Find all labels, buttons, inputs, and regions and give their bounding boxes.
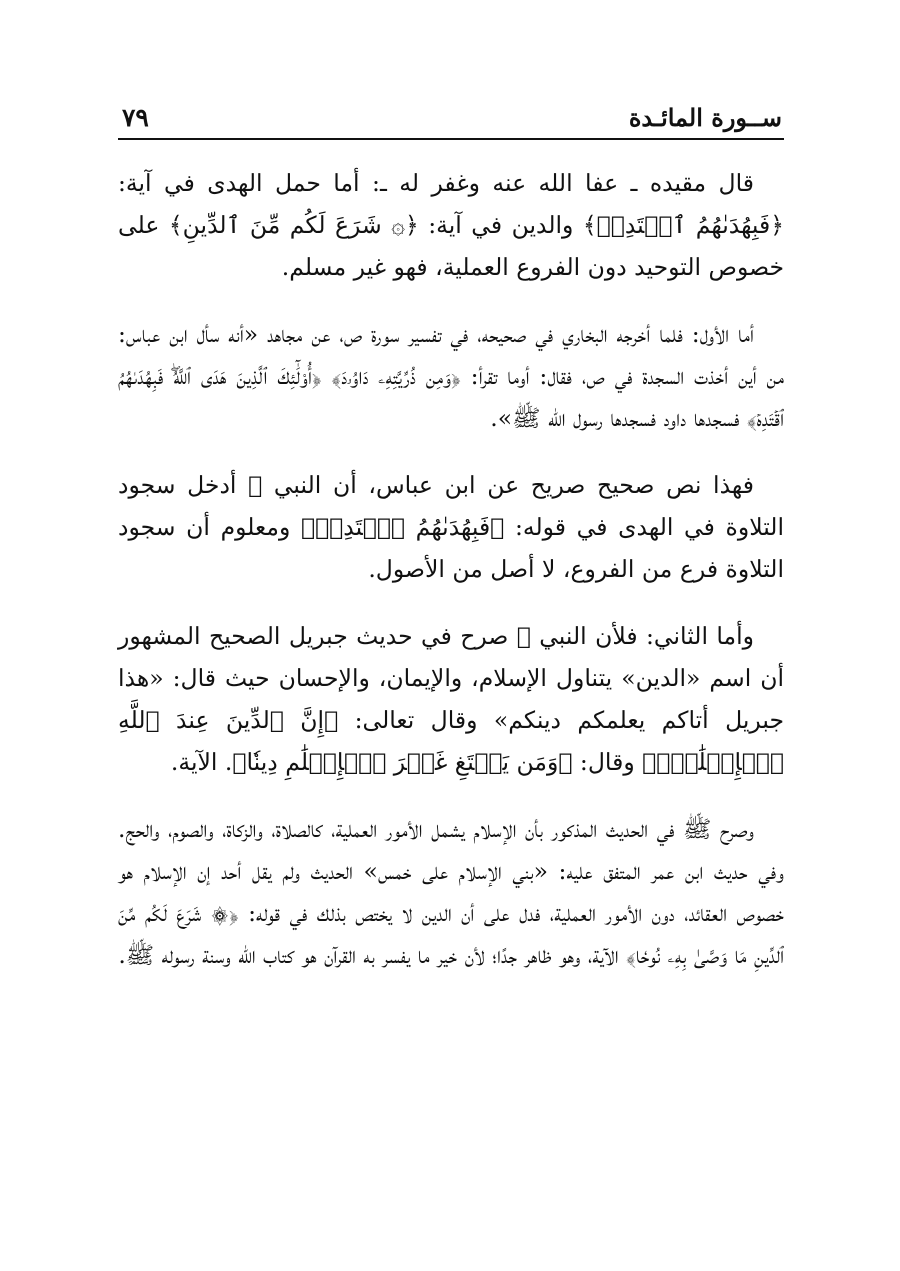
- page-header: [118, 96, 784, 140]
- surah-title: ســورة المائـدة: [628, 103, 782, 132]
- book-page: [118, 96, 784, 1196]
- paragraph-ibn-abbas-conclusion: فهذا نص صحيح صريح عن ابن عباس، أن النبي ﷺ أدخل سجود التلاوة في الهدى في قوله: ﴿فَبِهُدَىٰهُمُ ٱقۡتَدِهۡ﴾ ومعلوم أن سجود التلاوة فرع من الفروع، لا أصل من الأصول.: [118, 471, 784, 583]
- page-number: ٧٩: [122, 103, 149, 132]
- paragraph-intro: قال مقيده ـ عفا الله عنه وغفر له ـ: أما حمل الهدى في آية: ﴿فَبِهُدَىٰهُمُ ٱقۡتَدِهۡ﴾ والدين في آية: ﴿۞ شَرَعَ لَكُم مِّنَ ٱلدِّينِ﴾ على خصوص التوحيد دون الفروع العملية، فهو غير مسلم.: [118, 169, 784, 281]
- paragraph-second-argument: وأما الثاني: فلأن النبي ﷺ صرح في حديث جبريل الصحيح المشهور أن اسم «الدين» يتناول الإسلام، والإيمان، والإحسان حيث قال: «هذا جبريل أتاكم يعلمكم دينكم» وقال تعالى: ﴿إِنَّ ٱلدِّينَ عِندَ ٱللَّهِ ٱلۡإِسۡلَٰمُۗ﴾ وقال: ﴿وَمَن يَبۡتَغِ غَيۡرَ ٱلۡإِسۡلَٰمِ دِينٗا﴾. الآية.: [118, 622, 784, 776]
- page-body: [118, 140, 784, 976]
- paragraph-islam-practices: وصرح ﷺ في الحديث المذكور بأن الإسلام يشمل الأمور العملية، كالصلاة، والزكاة، والصوم، والحج. وفي حديث ابن عمر المتفق عليه: «بني الإسلام على خمس» الحديث ولم يقل أحد إن الإسلام هو خصوص العقائد، دون الأمور العملية، فدل على أن الدين لا يختص بذلك في قوله: ﴿۞ شَرَعَ لَكُم مِّنَ ٱلدِّينِ مَا وَصَّىٰ بِهِۦ نُوحٗا﴾ الآية، وهو ظاهر جدًا؛ لأن خير ما يفسر به القرآن هو كتاب الله وسنة رسوله ﷺ.: [118, 815, 784, 969]
- paragraph-first-argument: أما الأول: فلما أخرجه البخاري في صحيحه، في تفسير سورة ص، عن مجاهد «أنه سأل ابن عباس: من أين أخذت السجدة في ص، فقال: أوما تقرأ: ﴿وَمِن ذُرِّيَّتِهِۦ دَاوُۥدَ﴾ ﴿أُوْلَٰٓئِكَ ٱلَّذِينَ هَدَى ٱللَّهُۖ فَبِهُدَىٰهُمُ ٱقۡتَدِهۡ﴾ فسجدها داود فسجدها رسول الله ﷺ».: [118, 320, 784, 432]
